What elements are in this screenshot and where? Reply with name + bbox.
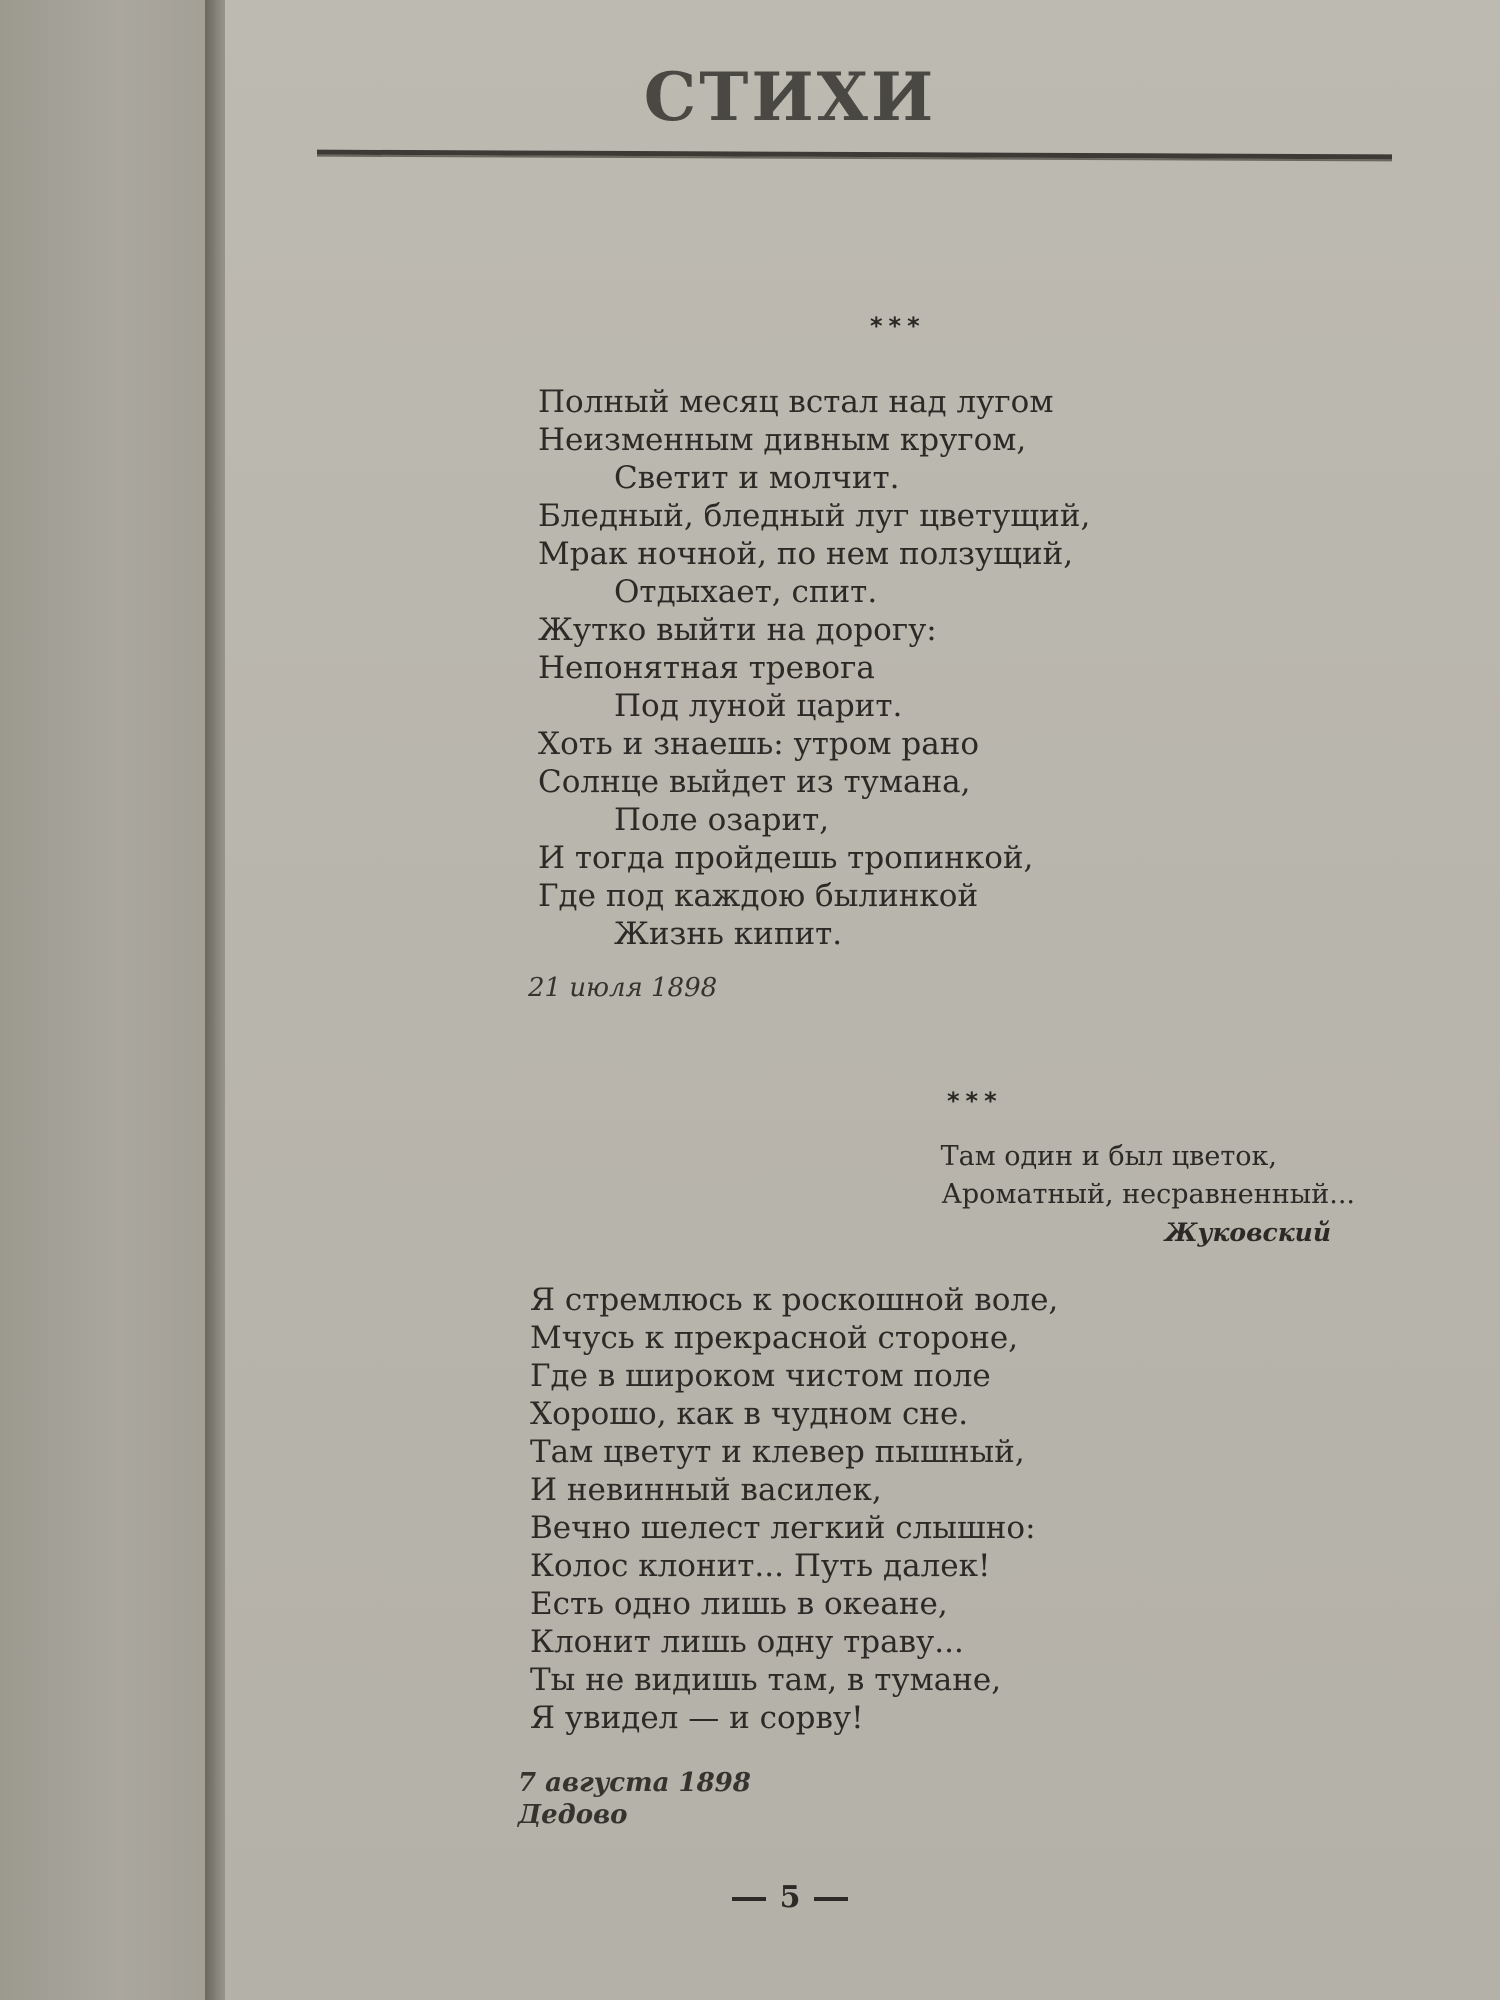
dash-right bbox=[814, 1897, 848, 1901]
title-rule bbox=[317, 150, 1392, 162]
poem1-date: 21 июля 1898 bbox=[528, 973, 718, 1003]
poem1-line: Светит и молчит. bbox=[614, 460, 900, 496]
poem1-line: Непонятная тревога bbox=[538, 650, 875, 686]
poem1-line: Бледный, бледный луг цветущий, bbox=[538, 498, 1091, 534]
poem1-line: Солнце выйдет из тумана, bbox=[538, 764, 971, 800]
page-number-value: 5 bbox=[779, 1880, 801, 1915]
poem1-line: Отдыхает, спит. bbox=[614, 574, 878, 610]
poem2-line: Я увидел — и сорву! bbox=[530, 1700, 864, 1736]
poem2-separator: *** bbox=[947, 1087, 1003, 1115]
poem2-line: Колос клонит... Путь далек! bbox=[530, 1548, 991, 1584]
poem2-line: И невинный василек, bbox=[530, 1472, 882, 1508]
poem2-line: Есть одно лишь в океане, bbox=[530, 1586, 948, 1622]
poem2-line: Я стремлюсь к роскошной воле, bbox=[530, 1282, 1059, 1318]
poem2-line: Хорошо, как в чудном сне. bbox=[530, 1396, 969, 1432]
poem1-line: Поле озарит, bbox=[614, 802, 830, 838]
left-page-edge bbox=[0, 0, 215, 2000]
book-page bbox=[225, 0, 1500, 2000]
epigraph-author: Жуковский bbox=[1164, 1218, 1331, 1247]
poem2-place: Дедово bbox=[518, 1800, 628, 1830]
poem1-line: Неизменным дивным кругом, bbox=[538, 422, 1027, 458]
poem1-line: Полный месяц встал над лугом bbox=[538, 384, 1054, 420]
poem1-line: Жизнь кипит. bbox=[614, 916, 843, 952]
poem1-line: И тогда пройдешь тропинкой, bbox=[538, 840, 1034, 876]
poem2-line: Вечно шелест легкий слышно: bbox=[530, 1510, 1036, 1546]
poem2-line: Клонит лишь одну траву... bbox=[530, 1624, 964, 1660]
poem2-line: Мчусь к прекрасной стороне, bbox=[530, 1320, 1019, 1356]
poem2-text bbox=[530, 1281, 1058, 1737]
poem2-date: 7 августа 1898 bbox=[518, 1768, 751, 1798]
dash-left bbox=[732, 1897, 766, 1901]
poem2-line: Ты не видишь там, в тумане, bbox=[530, 1662, 1002, 1698]
poem1-separator: *** bbox=[870, 312, 926, 340]
epigraph-line: Ароматный, несравненный... bbox=[941, 1179, 1355, 1210]
poem2-line: Где в широком чистом поле bbox=[530, 1358, 991, 1394]
poem1-line: Где под каждою былинкой bbox=[538, 878, 979, 914]
poem2-epigraph bbox=[941, 1138, 1355, 1252]
poem1-line: Под луной царит. bbox=[614, 688, 903, 724]
epigraph-line: Там один и был цветок, bbox=[940, 1141, 1277, 1172]
poem1-line: Хоть и знаешь: утром рано bbox=[538, 726, 980, 762]
poem1-line: Жутко выйти на дорогу: bbox=[538, 612, 937, 648]
poem2-line: Там цветут и клевер пышный, bbox=[530, 1434, 1025, 1470]
page-number bbox=[225, 1880, 1355, 1915]
poem1-line: Мрак ночной, по нем ползущий, bbox=[538, 536, 1074, 572]
poem1-text bbox=[538, 383, 1090, 953]
running-title: СТИХИ bbox=[643, 58, 937, 136]
